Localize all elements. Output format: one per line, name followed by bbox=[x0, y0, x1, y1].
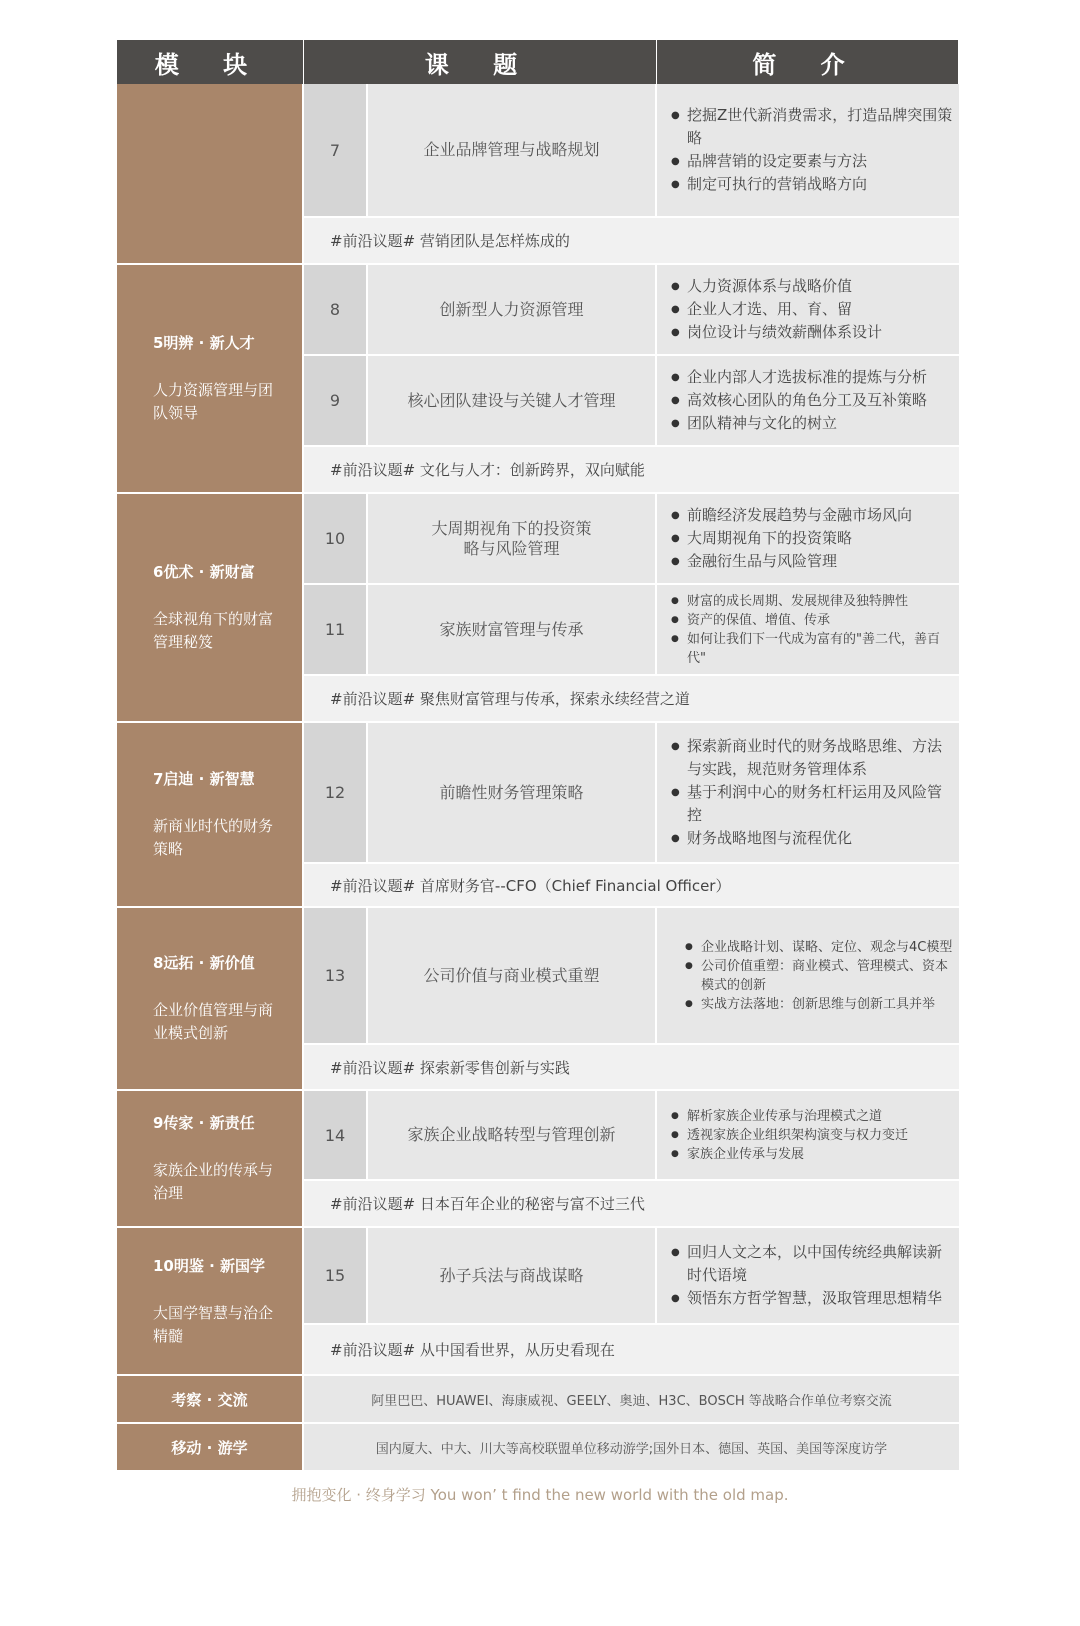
visit-exchange-label: 考察 · 交流 bbox=[117, 1376, 304, 1424]
module-cell bbox=[117, 265, 304, 494]
course-intro bbox=[657, 723, 959, 864]
intro-point: ● 基于利润中心的财务杠杆运用及风险管控 bbox=[671, 781, 953, 827]
intro-point: ● 解析家族企业传承与治理模式之道 bbox=[671, 1107, 908, 1126]
visit-exchange-text: 阿里巴巴、HUAWEI、海康威视、GEELY、奥迪、H3C、BOSCH 等战略合作单位考察交流 bbox=[304, 1376, 959, 1424]
course-topic: 大周期视角下的投资策略与风险管理 bbox=[368, 494, 657, 585]
intro-point: ● 品牌营销的设定要素与方法 bbox=[671, 150, 953, 173]
intro-point: ● 探索新商业时代的财务战略思维、方法与实践，规范财务管理体系 bbox=[671, 735, 953, 781]
module-description: 企业价值管理与商业模式创新 bbox=[153, 1001, 274, 1042]
intro-point: ● 回归人文之本，以中国传统经典解读新时代语境 bbox=[671, 1241, 953, 1287]
course-number: 8 bbox=[304, 265, 368, 356]
course-intro bbox=[657, 1228, 959, 1325]
course-number: 15 bbox=[304, 1228, 368, 1325]
course-number: 9 bbox=[304, 356, 368, 447]
module-title: 6优术 · 新财富 bbox=[153, 563, 255, 581]
intro-point: ● 财富的成长周期、发展规律及独特脾性 bbox=[671, 592, 953, 611]
intro-point: ● 家族企业传承与发展 bbox=[671, 1145, 908, 1164]
module-title: 10明鉴 · 新国学 bbox=[153, 1256, 266, 1275]
intro-point: ● 如何让我们下一代成为富有的"善二代，善百代" bbox=[671, 630, 953, 668]
course-topic: 企业品牌管理与战略规划 bbox=[368, 84, 657, 218]
topic-header: 课 题 bbox=[304, 40, 657, 84]
course-topic: 孙子兵法与商战谋略 bbox=[368, 1228, 657, 1325]
course-number: 12 bbox=[304, 723, 368, 864]
intro-point: ● 实战方法落地：创新思维与创新工具并举 bbox=[685, 995, 953, 1014]
course-topic: 创新型人力资源管理 bbox=[368, 265, 657, 356]
course-intro bbox=[657, 265, 959, 356]
course-number: 7 bbox=[304, 84, 368, 218]
intro-point: ● 金融衍生品与风险管理 bbox=[671, 550, 912, 573]
intro-point: ● 领悟东方哲学智慧，汲取管理思想精华 bbox=[671, 1287, 953, 1310]
intro-point: ● 人力资源体系与战略价值 bbox=[671, 275, 882, 298]
module-cell bbox=[117, 1228, 304, 1376]
intro-point: ● 企业人才选、用、育、留 bbox=[671, 298, 882, 321]
intro-point: ● 企业战略计划、谋略、定位、观念与4C模型 bbox=[685, 938, 953, 957]
intro-header: 简 介 bbox=[657, 40, 959, 84]
course-topic: 家族财富管理与传承 bbox=[368, 585, 657, 676]
frontier-topic: #前沿议题# 日本百年企业的秘密与富不过三代 bbox=[304, 1181, 959, 1228]
course-intro bbox=[657, 1091, 959, 1181]
intro-point: ● 高效核心团队的角色分工及互补策略 bbox=[671, 389, 927, 412]
intro-point: ● 公司价值重塑：商业模式、管理模式、资本模式的创新 bbox=[685, 957, 953, 995]
module-description: 人力资源管理与团队领导 bbox=[153, 381, 274, 422]
intro-point: ● 大周期视角下的投资策略 bbox=[671, 527, 912, 550]
course-number: 13 bbox=[304, 908, 368, 1045]
intro-point: ● 团队精神与文化的树立 bbox=[671, 412, 927, 435]
intro-point: ● 岗位设计与绩效薪酬体系设计 bbox=[671, 321, 882, 344]
frontier-topic: #前沿议题# 文化与人才：创新跨界，双向赋能 bbox=[304, 447, 959, 494]
intro-point: ● 财务战略地图与流程优化 bbox=[671, 827, 953, 850]
module-title: 9传家 · 新责任 bbox=[153, 1114, 255, 1132]
intro-point: ● 企业内部人才选拔标准的提炼与分析 bbox=[671, 366, 927, 389]
intro-point: ● 挖掘Z世代新消费需求，打造品牌突围策略 bbox=[671, 104, 953, 150]
course-topic: 家族企业战略转型与管理创新 bbox=[368, 1091, 657, 1181]
module-cell bbox=[117, 1091, 304, 1228]
intro-point: ● 制定可执行的营销战略方向 bbox=[671, 173, 953, 196]
module-description: 全球视角下的财富管理秘笈 bbox=[153, 610, 274, 651]
module-title: 8远拓 · 新价值 bbox=[153, 954, 255, 972]
intro-point: ● 透视家族企业组织架构演变与权力变迁 bbox=[671, 1126, 908, 1145]
course-intro bbox=[657, 84, 959, 218]
intro-point: ● 资产的保值、增值、传承 bbox=[671, 611, 953, 630]
mobile-study-text: 国内厦大、中大、川大等高校联盟单位移动游学;国外日本、德国、英国、美国等深度访学 bbox=[304, 1424, 959, 1472]
module-description: 大国学智慧与治企精髓 bbox=[153, 1303, 274, 1345]
intro-point: ● 前瞻经济发展趋势与金融市场风向 bbox=[671, 504, 912, 527]
course-intro bbox=[657, 585, 959, 676]
module-title: 5明辨 · 新人才 bbox=[153, 334, 255, 352]
module-cell bbox=[117, 84, 304, 265]
frontier-topic: #前沿议题# 探索新零售创新与实践 bbox=[304, 1045, 959, 1091]
course-intro bbox=[657, 494, 959, 585]
course-intro bbox=[657, 908, 959, 1045]
frontier-topic: #前沿议题# 聚焦财富管理与传承，探索永续经营之道 bbox=[304, 676, 959, 723]
footer-slogan: 拥抱变化 · 终身学习 You won’ t find the new world with the old map. bbox=[291, 1486, 789, 1504]
course-number: 10 bbox=[304, 494, 368, 585]
module-cell bbox=[117, 723, 304, 908]
course-topic: 公司价值与商业模式重塑 bbox=[368, 908, 657, 1045]
module-cell bbox=[117, 494, 304, 723]
frontier-topic: #前沿议题# 首席财务官--CFO（Chief Financial Officer） bbox=[304, 864, 959, 908]
course-intro bbox=[657, 356, 959, 447]
course-number: 11 bbox=[304, 585, 368, 676]
module-cell bbox=[117, 908, 304, 1091]
course-number: 14 bbox=[304, 1091, 368, 1181]
module-description: 新商业时代的财务策略 bbox=[153, 817, 274, 858]
course-topic: 核心团队建设与关键人才管理 bbox=[368, 356, 657, 447]
module-header: 模 块 bbox=[117, 40, 304, 84]
course-topic: 前瞻性财务管理策略 bbox=[368, 723, 657, 864]
curriculum-table bbox=[117, 40, 959, 1472]
frontier-topic: #前沿议题# 营销团队是怎样炼成的 bbox=[304, 218, 959, 265]
mobile-study-label: 移动 · 游学 bbox=[117, 1424, 304, 1472]
module-title: 7启迪 · 新智慧 bbox=[153, 770, 255, 788]
frontier-topic: #前沿议题# 从中国看世界，从历史看现在 bbox=[304, 1325, 959, 1376]
module-description: 家族企业的传承与治理 bbox=[153, 1161, 274, 1202]
